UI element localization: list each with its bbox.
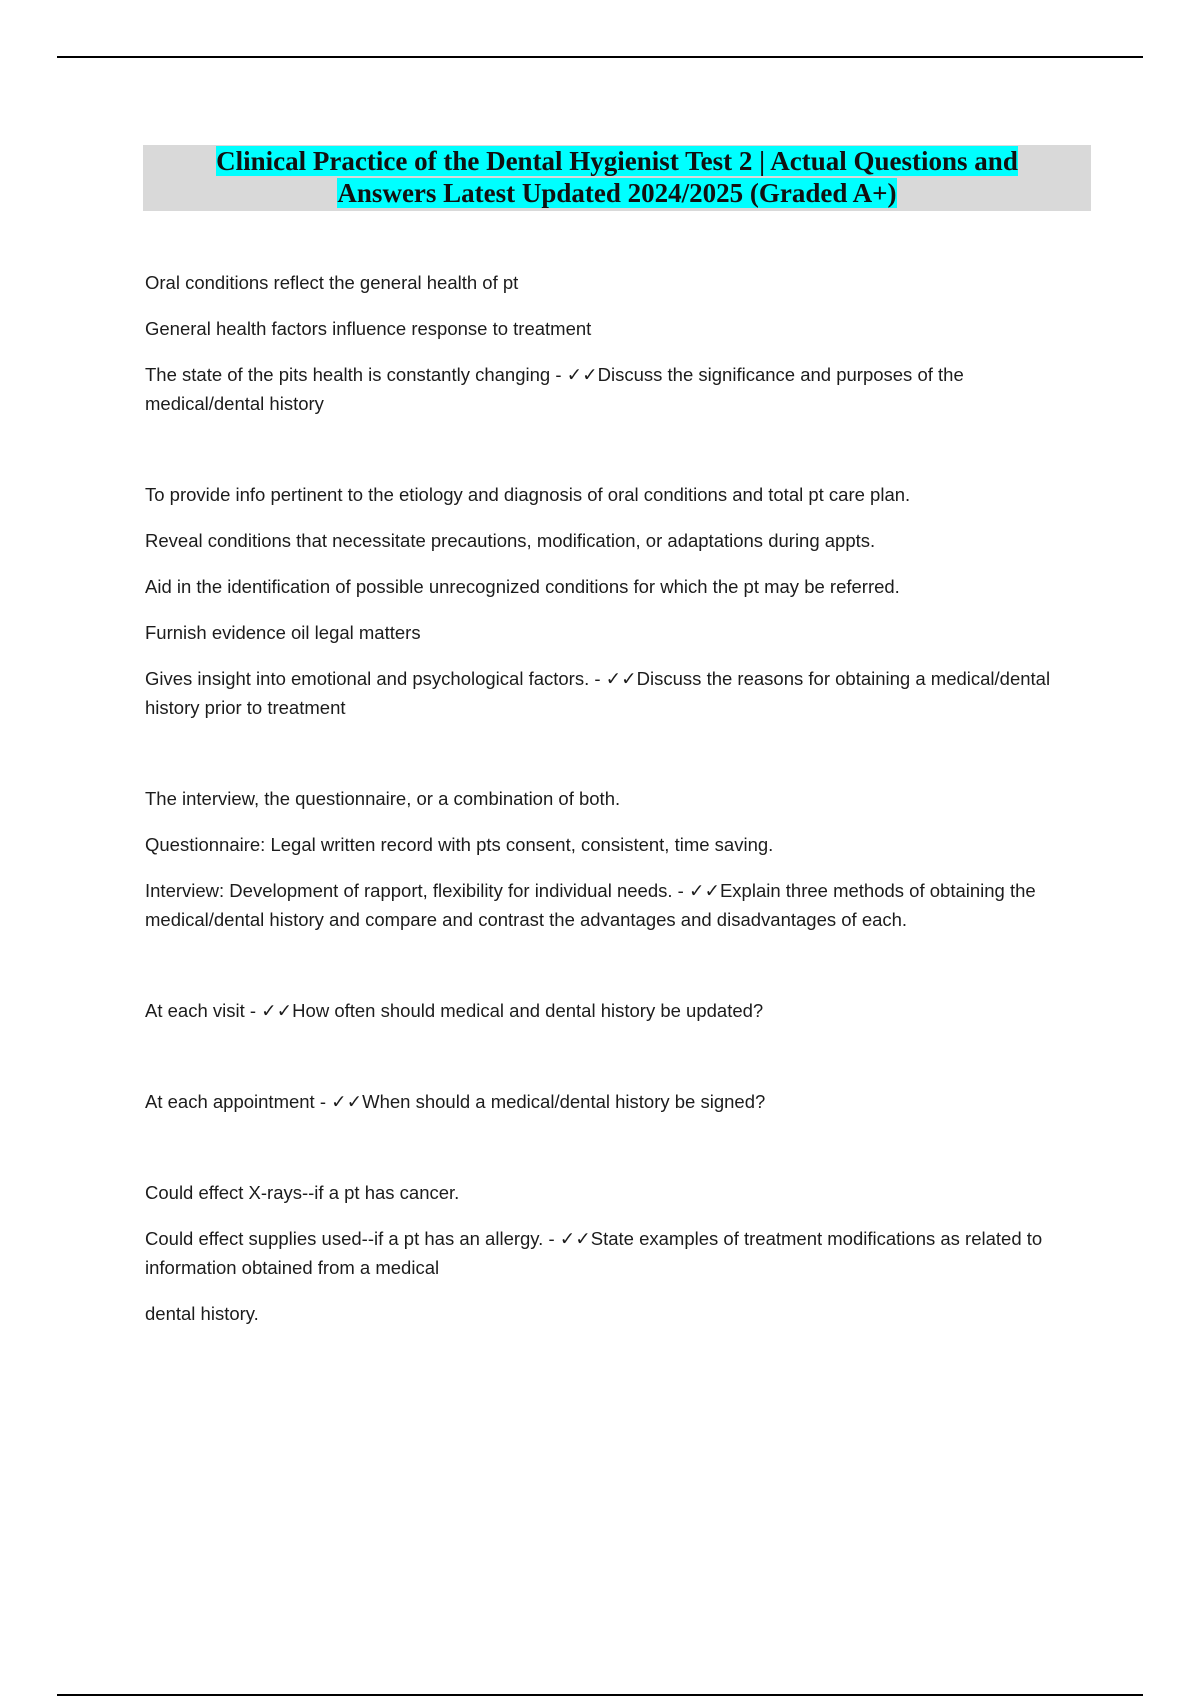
paragraph: To provide info pertinent to the etiology and diagnosis of oral conditions and total pt care plan. — [145, 484, 911, 505]
paragraph: At each visit - ✓✓How often should medical and dental history be updated? — [145, 1000, 764, 1021]
paragraph: The interview, the questionnaire, or a combination of both. — [145, 788, 621, 809]
paragraph: Oral conditions reflect the general health of pt — [145, 272, 519, 293]
paragraph: Questionnaire: Legal written record with pts consent, consistent, time saving. — [145, 834, 774, 855]
title-line-1: Clinical Practice of the Dental Hygienist Test 2 | Actual Questions and — [216, 146, 1018, 176]
paragraph: At each appointment - ✓✓When should a medical/dental history be signed? — [145, 1091, 766, 1112]
paragraph: Reveal conditions that necessitate precautions, modification, or adaptations during appts. — [145, 530, 876, 551]
qa-content — [145, 268, 1075, 1328]
paragraph: Gives insight into emotional and psychological factors. - ✓✓Discuss the reasons for obtaining a medical/dental history prior to treatment — [145, 668, 1051, 718]
paragraph: General health factors influence response to treatment — [145, 318, 592, 339]
paragraph: Could effect supplies used--if a pt has an allergy. - ✓✓State examples of treatment modifications as related to information obtained from a medical — [145, 1228, 1043, 1278]
paragraph: Furnish evidence oil legal matters — [145, 622, 421, 643]
paragraph: Interview: Development of rapport, flexibility for individual needs. - ✓✓Explain three methods of obtaining the medical/dental history and compare and contrast the advantages and disadvantages of each. — [145, 880, 1036, 930]
title-banner — [143, 145, 1091, 211]
paragraph: Could effect X-rays--if a pt has cancer. — [145, 1182, 460, 1203]
paragraph: dental history. — [145, 1303, 259, 1324]
paragraph: Aid in the identification of possible unrecognized conditions for which the pt may be referred. — [145, 576, 900, 597]
paragraph: The state of the pits health is constantly changing - ✓✓Discuss the significance and purposes of the medical/dental history — [145, 364, 964, 414]
bottom-rule — [57, 1694, 1143, 1696]
top-rule — [57, 56, 1143, 58]
title-line-2: Answers Latest Updated 2024/2025 (Graded A+) — [337, 178, 897, 208]
